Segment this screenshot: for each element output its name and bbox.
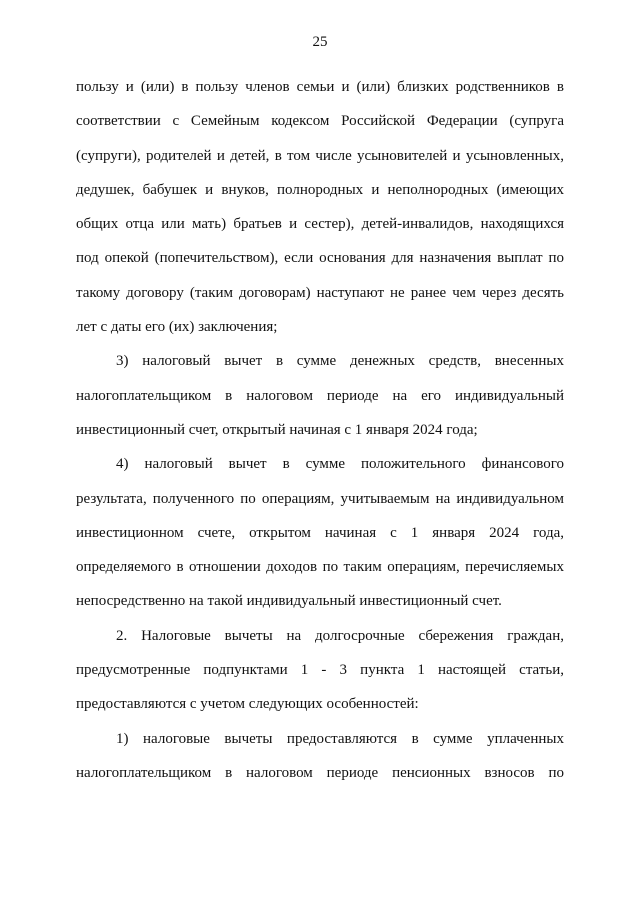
text-line: 4) налоговый вычет в сумме положительного финансового (116, 456, 564, 473)
text-line: под опекой (попечительством), если основания для назначения выплат по (76, 250, 564, 267)
text-line: 2. Налоговые вычеты на долгосрочные сбережения граждан, (116, 627, 564, 644)
text-line: инвестиционный счет, открытый начиная с 1 января 2024 года; (76, 421, 478, 438)
text-line: общих отца или мать) братьев и сестер), детей-инвалидов, находящихся (76, 216, 564, 233)
text-line: инвестиционном счете, открытом начиная с 1 января 2024 года, (76, 524, 564, 541)
text-line: предусмотренные подпунктами 1 - 3 пункта 1 настоящей статьи, (76, 662, 564, 679)
text-line: определяемого в отношении доходов по таким операциям, перечисляемых (76, 559, 564, 576)
text-line: (супруги), родителей и детей, в том числе усыновителей и усыновленных, (76, 147, 564, 164)
paragraph-item-3 (76, 344, 564, 447)
text-line: такому договору (таким договорам) наступают не ранее чем через десять (76, 284, 564, 301)
text-line: непосредственно на такой индивидуальный инвестиционный счет. (76, 593, 502, 610)
text-line: 3) налоговый вычет в сумме денежных средств, внесенных (116, 353, 564, 370)
text-line: налогоплательщиком в налоговом периоде пенсионных взносов по (76, 764, 564, 781)
text-line: дедушек, бабушек и внуков, полнородных и неполнородных (имеющих (76, 181, 564, 198)
text-line: лет с даты его (их) заключения; (76, 319, 278, 336)
document-body (76, 70, 564, 790)
paragraph-continuation (76, 70, 564, 344)
text-line: результата, полученного по операциям, учитываемым на индивидуальном (76, 490, 564, 507)
text-line: налогоплательщиком в налоговом периоде на его индивидуальный (76, 387, 564, 404)
text-line: пользу и (или) в пользу членов семьи и (или) близких родственников в (76, 79, 564, 95)
paragraph-subitem-1 (76, 722, 564, 791)
text-line: предоставляются с учетом следующих особенностей: (76, 696, 419, 713)
paragraph-item-4 (76, 447, 564, 618)
page-number: 25 (312, 34, 328, 50)
text-line: соответствии с Семейным кодексом Российской Федерации (супруга (76, 113, 564, 130)
text-line: 1) налоговые вычеты предоставляются в сумме уплаченных (116, 730, 564, 747)
paragraph-section-2 (76, 619, 564, 722)
